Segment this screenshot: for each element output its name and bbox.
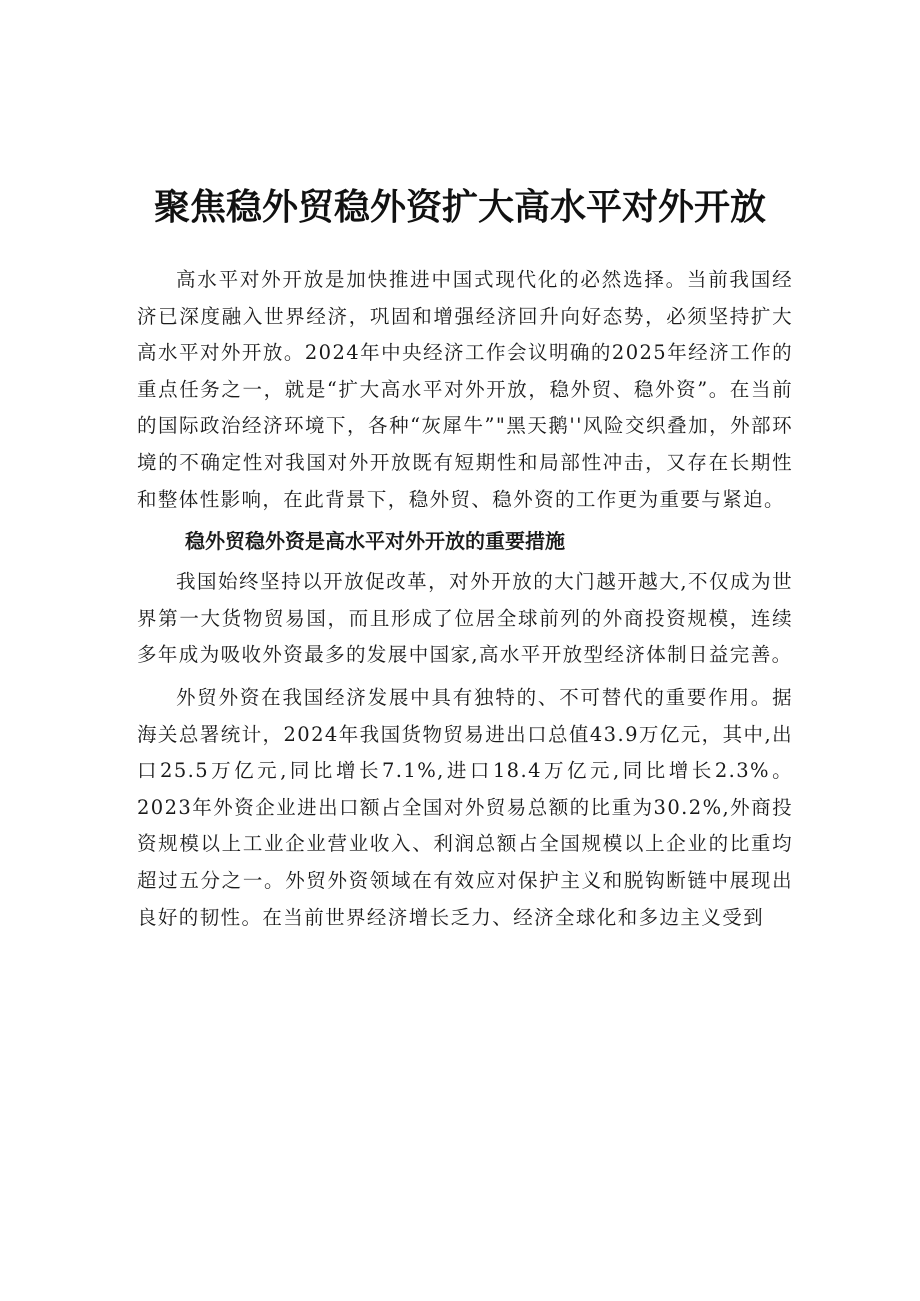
document-body: [137, 262, 793, 936]
section-paragraph-2: 外贸外资在我国经济发展中具有独特的、不可替代的重要作用。据海关总署统计，2024年我国货物贸易进出口总值43.9万亿元，其中,出口25.5万亿元,同比增长7.1%,进口18.4万亿元,同比增长2.3%。2023年外资企业进出口额占全国对外贸易总额的比重为30.2%,外商投资规模以上工业企业营业收入、利润总额占全国规模以上企业的比重均超过五分之一。外贸外资领域在有效应对保护主义和脱钩断链中展现出良好的韧性。在当前世界经济增长乏力、经济全球化和多边主义受到: [137, 685, 793, 929]
section-paragraph-1: 我国始终坚持以开放促改革，对外开放的大门越开越大,不仅成为世界第一大货物贸易国，而且形成了位居全球前列的外商投资规模，连续多年成为吸收外资最多的发展中国家,高水平开放型经济体制日益完善。: [137, 570, 793, 667]
intro-paragraph: 高水平对外开放是加快推进中国式现代化的必然选择。当前我国经济已深度融入世界经济，巩固和增强经济回升向好态势，必须坚持扩大高水平对外开放。2024年中央经济工作会议明确的2025年经济工作的重点任务之一，就是“扩大高水平对外开放，稳外贸、稳外资”。在当前的国际政治经济环境下，各种“灰犀牛”"黑天鹅''风险交织叠加，外部环境的不确定性对我国对外开放既有短期性和局部性冲击，又存在长期性和整体性影响，在此背景下，稳外贸、稳外资的工作更为重要与紧迫。: [137, 268, 793, 511]
document-title: 聚焦稳外贸稳外资扩大高水平对外开放: [153, 187, 766, 229]
section-heading: 稳外贸稳外资是高水平对外开放的重要措施: [185, 529, 565, 554]
